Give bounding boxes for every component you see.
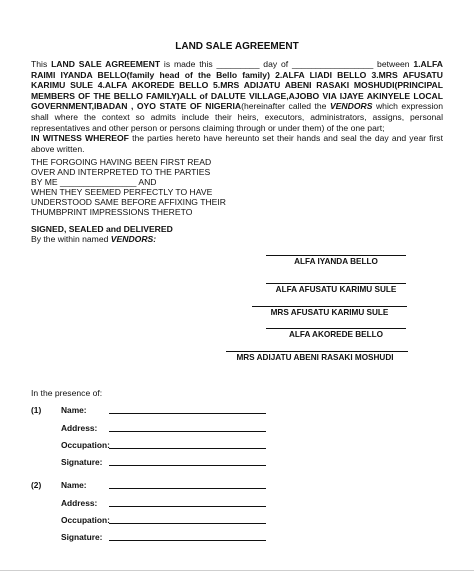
signature-line — [252, 306, 407, 307]
signed-by — [31, 234, 156, 244]
witness-field-label: Address: — [61, 423, 98, 433]
signature-line — [266, 283, 406, 284]
witness-signature-line[interactable] — [109, 465, 266, 466]
witness-field-label: Name: — [61, 405, 87, 415]
witness-address-line[interactable] — [109, 431, 266, 432]
witness-address-line[interactable] — [109, 506, 266, 507]
signatory-name: MRS ADIJATU ABENI RASAKI MOSHUDI — [236, 353, 394, 362]
signatory-name: ALFA AFUSATU KARIMU SULE — [275, 285, 397, 294]
witness-field-label: Name: — [61, 480, 87, 490]
thumbprint-line: THUMBPRINT IMPRESSIONS THERETO — [31, 207, 193, 217]
witness-field-label: Address: — [61, 498, 98, 508]
thumbprint-line: OVER AND INTERPRETED TO THE PARTIES — [31, 167, 211, 177]
witness-field-label: Occupation: — [61, 440, 110, 450]
witness-field-label: Signature: — [61, 457, 103, 467]
signature-line — [226, 351, 408, 352]
intro-paragraph — [31, 59, 443, 154]
intro-text-1: This — [31, 59, 52, 69]
intro-text-3: (hereinafter called the — [241, 101, 330, 112]
witness-number: (1) — [31, 405, 42, 415]
signed-by-vendors: VENDORS: — [110, 234, 157, 244]
intro-parties: 1.ALFA RAIMI IYANDA BELLO(family head of the Bello family) 2.ALFA LIADI BELLO 3.MRS AFUSATU KARIMU SULE 4.ALFA AKOREDE BELLO 5.MRS ADIJATU ABENI RASAKI MOSHUDI(PRINCIPAL MEMBERS OF THE BELLO FAMILY)ALL of DALUTE VILLAGE,AJOBO VIA IJAYE AKINYELE LOCAL GOVERNMENT,IBADAN , OYO STATE OF NIGERIA — [31, 59, 443, 112]
intro-vendors: VENDORS — [329, 101, 373, 112]
witness-name-line[interactable] — [109, 413, 266, 414]
signed-by-text: By the within named — [31, 234, 111, 244]
witness-text: the parties hereto have hereunto set their hands and seal the day and year first above written. — [31, 133, 443, 154]
witness-field-label: Occupation: — [61, 515, 110, 525]
signatory-name: ALFA IYANDA BELLO — [294, 257, 378, 266]
thumbprint-line: UNDERSTOOD SAME BEFORE AFFIXING THEIR — [31, 197, 226, 207]
thumbprint-line: BY ME ________________ AND — [31, 177, 157, 187]
document-title: LAND SALE AGREEMENT — [175, 41, 299, 52]
witness-number: (2) — [31, 480, 42, 490]
thumbprint-line: WHEN THEY SEEMED PERFECTLY TO HAVE — [31, 187, 213, 197]
page-edge — [0, 570, 474, 571]
intro-text-4: which expression shall where the context so admits include their heirs, executors, administrators, assigns, personal representatives and other person or persons claiming through or under them) of the one part; — [31, 101, 443, 133]
signature-line — [266, 255, 406, 256]
witness-name-line[interactable] — [109, 488, 266, 489]
signature-line — [266, 328, 406, 329]
signatory-name: MRS AFUSATU KARIMU SULE — [270, 308, 389, 317]
thumbprint-line: THE FORGOING HAVING BEEN FIRST READ — [31, 157, 212, 167]
witness-occupation-line[interactable] — [109, 523, 266, 524]
witness-occupation-line[interactable] — [109, 448, 266, 449]
intro-agreement-name: LAND SALE AGREEMENT — [51, 59, 161, 69]
presence-label: In the presence of: — [31, 388, 103, 398]
intro-text-2: is made this _________ day of _________________ between — [160, 59, 414, 69]
signatory-name: ALFA AKOREDE BELLO — [288, 330, 383, 339]
witness-signature-line[interactable] — [109, 540, 266, 541]
witness-whereof: IN WITNESS WHEREOF — [31, 133, 129, 144]
witness-field-label: Signature: — [61, 532, 103, 542]
signed-heading: SIGNED, SEALED and DELIVERED — [31, 224, 173, 234]
